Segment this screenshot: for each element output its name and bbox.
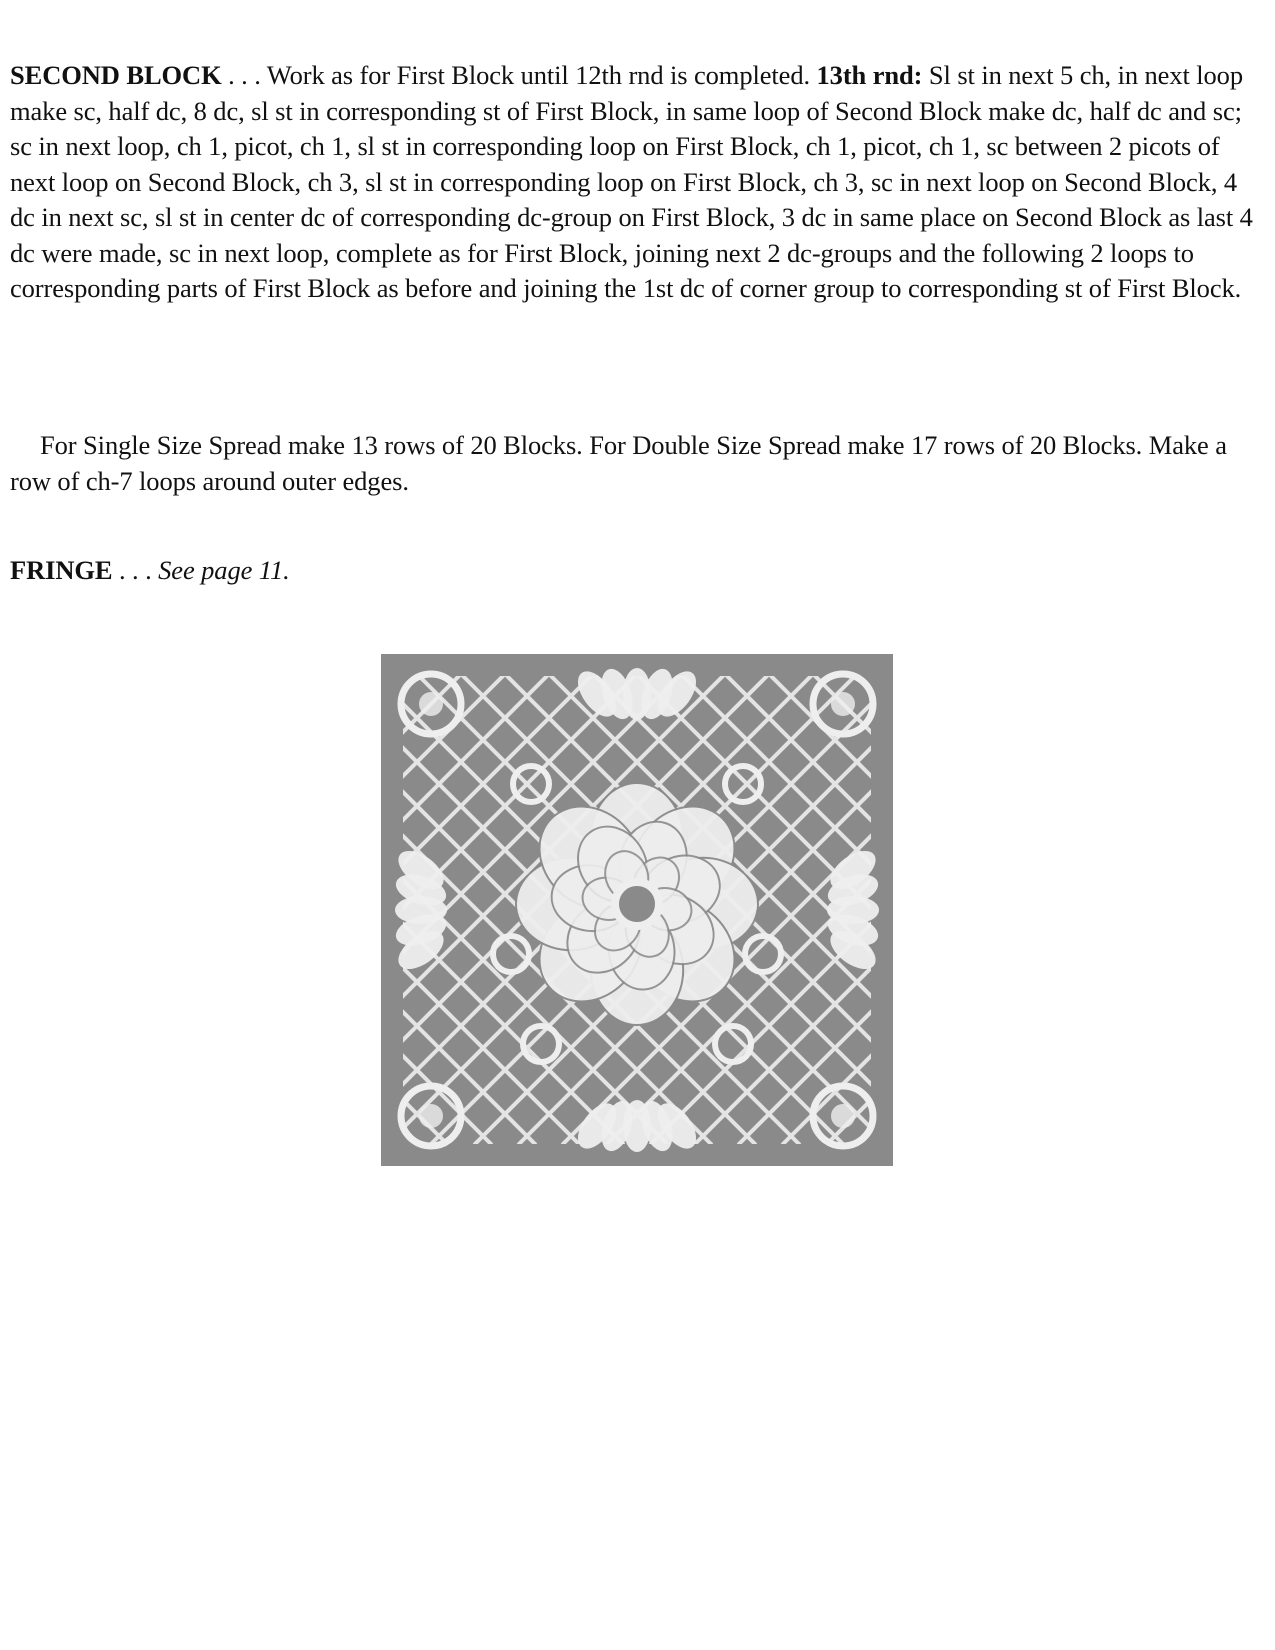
crochet-block-image [381,654,893,1166]
crochet-block-photo [381,654,893,1166]
fringe-heading: FRINGE [10,555,113,585]
fringe-instructions [10,553,1265,589]
fringe-separator: . . . [112,555,159,585]
spread-instructions: For Single Size Spread make 13 rows of 20 Blocks. For Double Size Spread make 17 rows of 20 Blocks. Make a row of ch-7 loops around outer edges. [10,430,1227,496]
second-block-body: Sl st in next 5 ch, in next loop make sc, half dc, 8 dc, sl st in corresponding st of First Block, in same loop of Second Block make dc, half dc and sc; sc in next loop, ch 1, picot, ch 1, sl st in corresponding loop on First Block, ch 1, picot, ch 1, sc between 2 picots of next loop on Second Block, ch 3, sl st in corresponding loop on First Block, ch 3, sc in next loop on Second Block, 4 dc in next sc, sl st in center dc of corresponding dc-group on First Block, 3 dc in same place on Second Block as last 4 dc were made, sc in next loop, complete as for First Block, joining next 2 dc-groups and the following 2 loops to corresponding parts of First Block as before and joining the 1st dc of corner group to corresponding st of First Block. [10,60,1253,303]
second-block-heading: SECOND BLOCK [10,60,222,90]
round-label: 13th rnd: [816,60,923,90]
fringe-page-reference: See page 11. [158,555,290,585]
second-block-intro: Work as for First Block until 12th rnd is completed. [266,60,817,90]
second-block-instructions [10,58,1265,307]
heading-separator: . . . [221,60,267,90]
